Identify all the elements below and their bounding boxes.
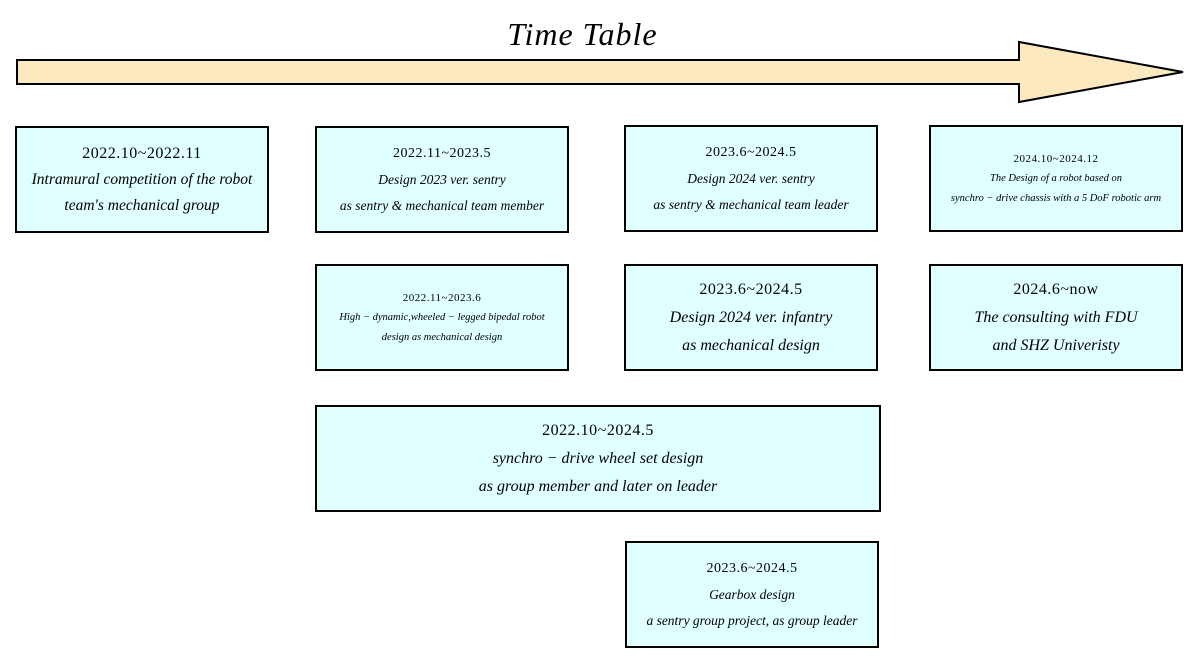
card-role: design as mechanical design bbox=[381, 331, 503, 343]
card-role: synchro − drive chassis with a 5 DoF robotic arm bbox=[950, 192, 1162, 204]
card-date: 2023.6~2024.5 bbox=[706, 560, 798, 576]
timeline-card-robotic-arm bbox=[929, 125, 1183, 232]
card-date: 2022.10~2024.5 bbox=[542, 421, 654, 439]
timeline-card-gearbox bbox=[625, 541, 879, 648]
card-role: team's mechanical group bbox=[64, 196, 220, 214]
card-date: 2023.6~2024.5 bbox=[705, 144, 797, 160]
card-date: 2024.10~2024.12 bbox=[1013, 152, 1099, 165]
card-description: The consulting with FDU bbox=[974, 308, 1138, 326]
card-description: Design 2024 ver. sentry bbox=[687, 170, 815, 186]
card-role: as sentry & mechanical team leader bbox=[653, 196, 849, 212]
timeline-card-consulting bbox=[929, 264, 1183, 371]
card-role: a sentry group project, as group leader bbox=[646, 612, 858, 628]
timeline-card-sentry-2023 bbox=[315, 126, 569, 233]
timeline-card-robot-team-competition bbox=[15, 126, 269, 233]
card-date: 2022.10~2022.11 bbox=[82, 144, 202, 162]
card-date: 2024.6~now bbox=[1013, 280, 1099, 298]
card-description: Design 2024 ver. infantry bbox=[669, 308, 833, 326]
timeline-card-sentry-2024 bbox=[624, 125, 878, 232]
card-date: 2022.11~2023.5 bbox=[392, 145, 492, 161]
card-role: as sentry & mechanical team member bbox=[339, 197, 545, 213]
card-description: synchro − drive wheel set design bbox=[492, 449, 704, 467]
card-role: and SHZ Univeristy bbox=[992, 336, 1120, 354]
card-description: High − dynamic,wheeled − legged bipedal robot bbox=[339, 311, 545, 323]
timeline-card-wheel-set bbox=[315, 405, 881, 512]
timeline-card-infantry-2024 bbox=[624, 264, 878, 371]
page-title: Time Table bbox=[507, 16, 658, 52]
timeline-arrow-shape bbox=[17, 42, 1183, 102]
card-description: Intramural competition of the robot bbox=[31, 170, 253, 188]
card-date: 2023.6~2024.5 bbox=[699, 280, 803, 298]
card-date: 2022.11~2023.6 bbox=[402, 291, 482, 304]
card-role: as mechanical design bbox=[682, 336, 820, 354]
card-description: Gearbox design bbox=[709, 586, 795, 602]
card-description: The Design of a robot based on bbox=[989, 172, 1123, 184]
timeline-card-bipedal-robot bbox=[315, 264, 569, 371]
card-description: Design 2023 ver. sentry bbox=[378, 171, 506, 187]
timeline-arrow bbox=[0, 0, 1197, 110]
card-role: as group member and later on leader bbox=[478, 477, 718, 495]
